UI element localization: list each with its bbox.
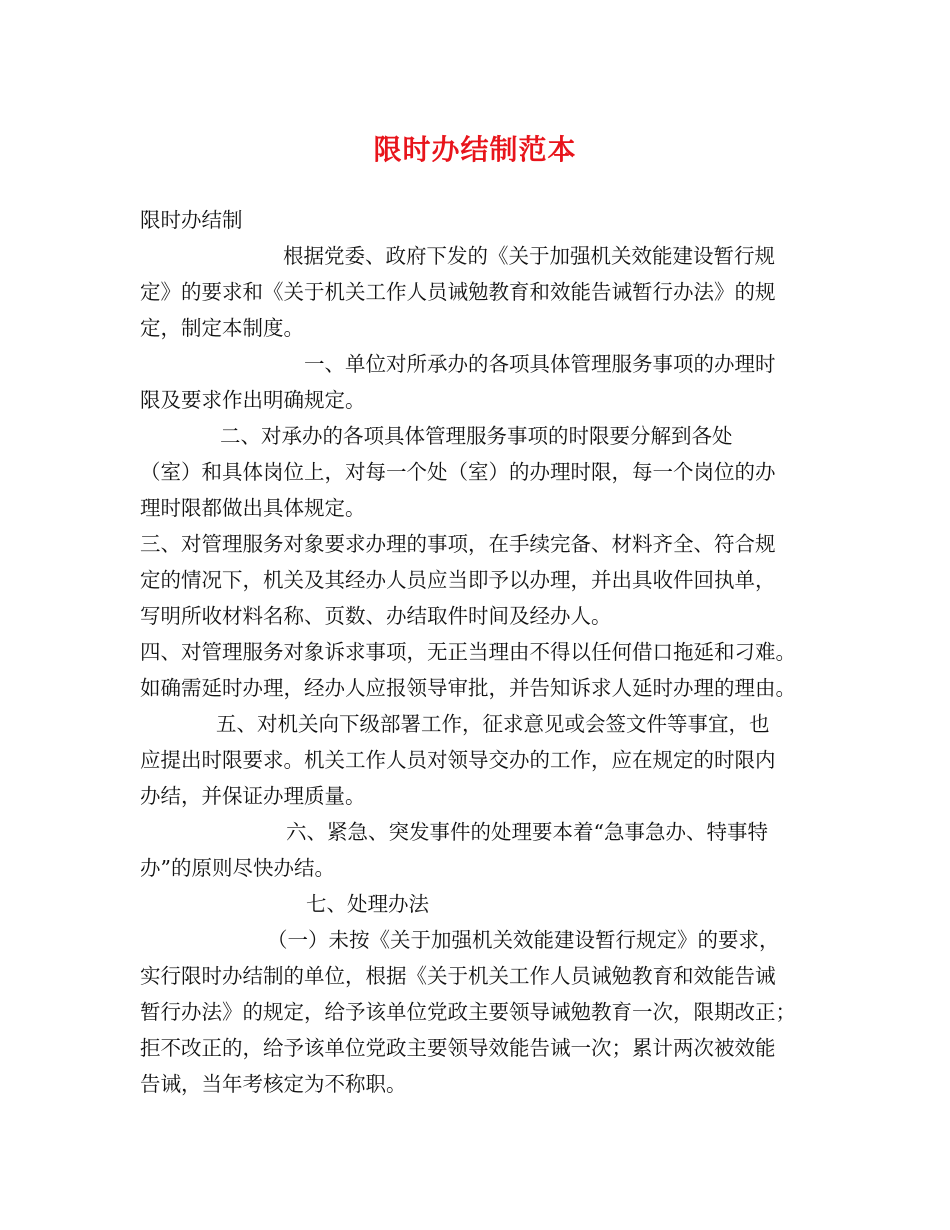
document-line: 告诫，当年考核定为不称职。 xyxy=(140,1072,407,1096)
document-line: （一）未按《关于加强机关效能建设暂行规定》的要求， xyxy=(267,928,780,952)
document-line: 定的情况下，机关及其经办人员应当即予以办理，并出具收件回执单， xyxy=(140,568,776,592)
document-line: 实行限时办结制的单位，根据《关于机关工作人员诫勉教育和效能告诫 xyxy=(140,964,776,988)
document-line: 六、紧急、突发事件的处理要本着“急事急办、特事特 xyxy=(286,820,768,844)
document-title: 限时办结制范本 xyxy=(373,133,577,166)
document-line: 如确需延时办理，经办人应报领导审批，并告知诉求人延时办理的理由。 xyxy=(140,676,796,700)
document-line: 根据党委、政府下发的《关于加强机关效能建设暂行规 xyxy=(283,244,775,268)
document-line: 三、对管理服务对象要求办理的事项，在手续完备、材料齐全、符合规 xyxy=(140,532,776,556)
document-line: 七、处理办法 xyxy=(306,892,429,916)
document-line: 二、对承办的各项具体管理服务事项的时限要分解到各处 xyxy=(220,424,733,448)
document-line: 暂行办法》的规定，给予该单位党政主要领导诫勉教育一次，限期改正； xyxy=(140,1000,796,1024)
document-line: （室）和具体岗位上，对每一个处（室）的办理时限，每一个岗位的办 xyxy=(140,460,776,484)
document-line: 理时限都做出具体规定。 xyxy=(140,496,366,520)
document-line: 四、对管理服务对象诉求事项，无正当理由不得以任何借口拖延和刁难。 xyxy=(140,640,796,664)
document-line: 写明所收材料名称、页数、办结取件时间及经办人。 xyxy=(140,604,612,628)
document-line: 拒不改正的，给予该单位党政主要领导效能告诫一次；累计两次被效能 xyxy=(140,1036,776,1060)
document-line: 五、对机关向下级部署工作，征求意见或会签文件等事宜，也 xyxy=(216,712,770,736)
document-line: 限及要求作出明确规定。 xyxy=(140,388,366,412)
document-line: 定》的要求和《关于机关工作人员诫勉教育和效能告诫暂行办法》的规 xyxy=(140,280,776,304)
document-subheading: 限时办结制 xyxy=(140,208,243,232)
document-line: 办”的原则尽快办结。 xyxy=(140,856,335,880)
document-line: 定，制定本制度。 xyxy=(140,316,304,340)
document-line: 一、单位对所承办的各项具体管理服务事项的办理时 xyxy=(304,352,776,376)
document-line: 应提出时限要求。机关工作人员对领导交办的工作，应在规定的时限内 xyxy=(140,748,776,772)
document-body xyxy=(140,202,816,1102)
document-line: 办结，并保证办理质量。 xyxy=(140,784,366,808)
